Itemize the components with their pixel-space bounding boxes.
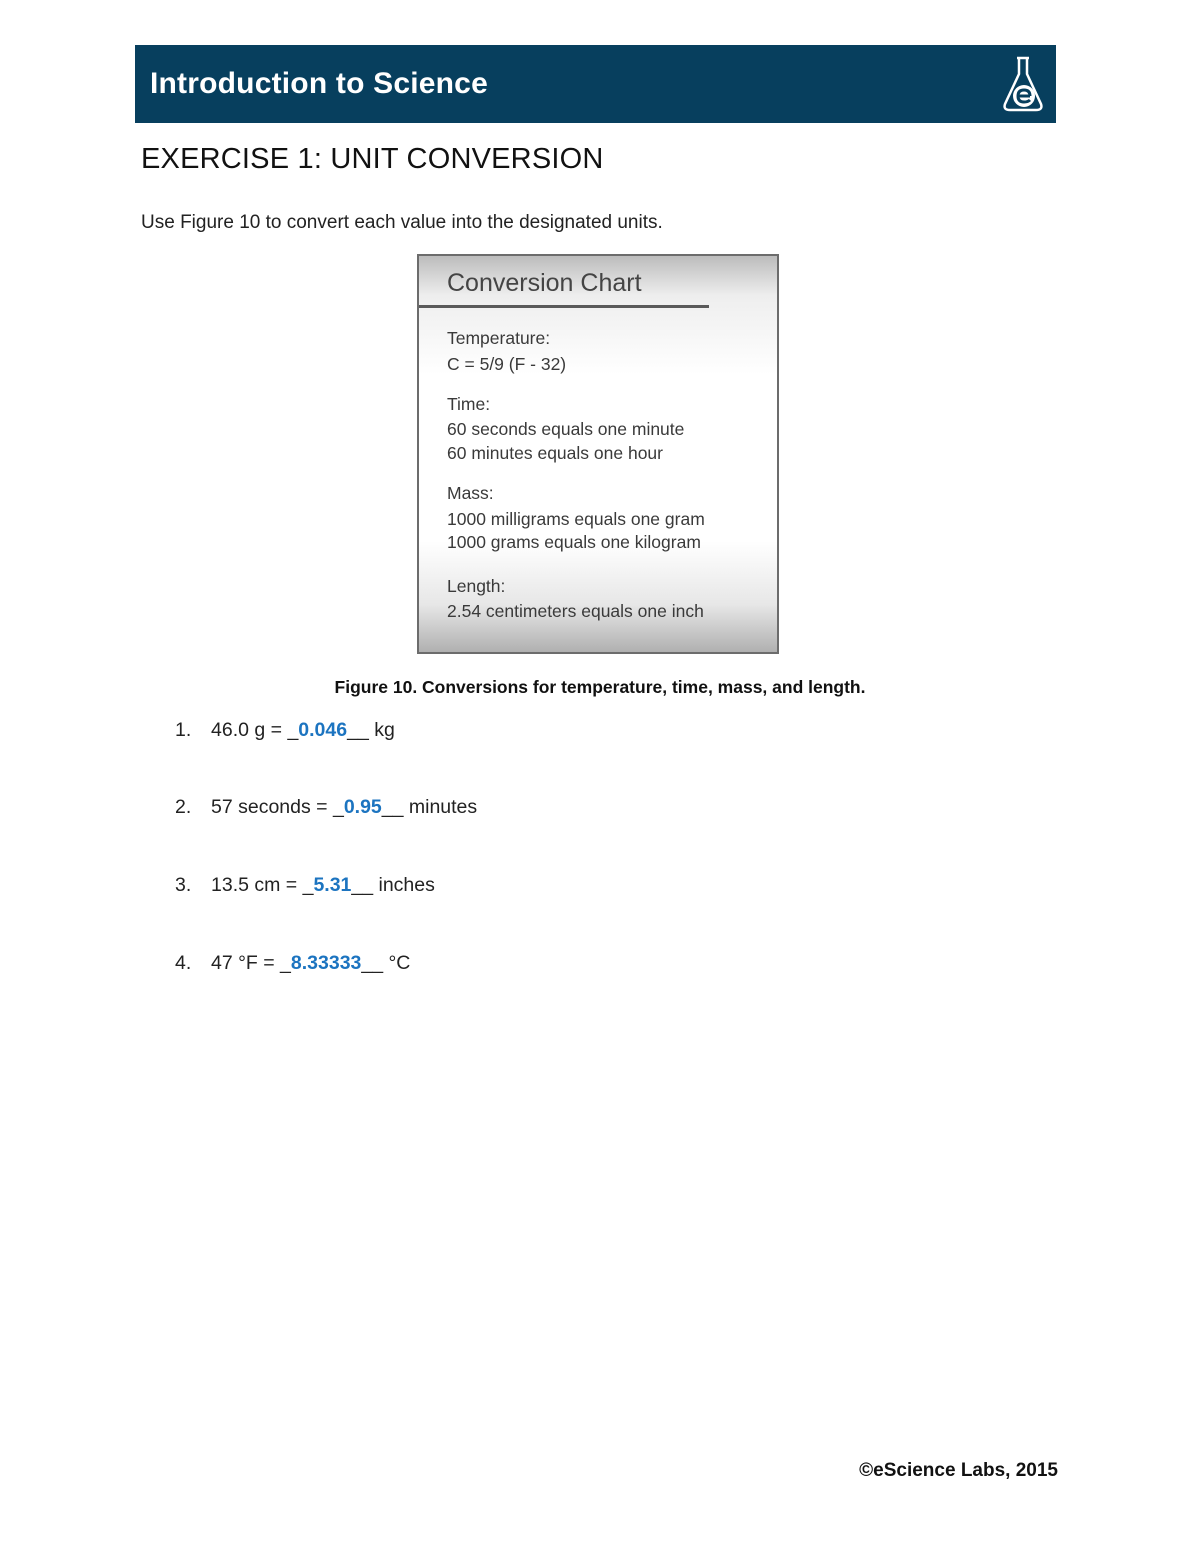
chart-line-temperature-formula: C = 5/9 (F - 32) xyxy=(447,354,567,374)
question-number: 2. xyxy=(175,796,192,818)
question-prefix: 47 °F = _ xyxy=(211,952,291,974)
header-bar xyxy=(135,45,1056,123)
chart-section-time: Time: xyxy=(447,394,491,414)
question-prefix: 57 seconds = _ xyxy=(211,796,344,818)
question-suffix: __ kg xyxy=(347,719,395,741)
chart-heading: Conversion Chart xyxy=(447,269,642,297)
conversion-chart-figure xyxy=(417,254,779,654)
chart-section-temperature: Temperature: xyxy=(447,328,551,348)
chart-line-minutes: 60 minutes equals one hour xyxy=(447,443,663,463)
question-answer: 5.31 xyxy=(313,874,352,896)
question-prefix: 46.0 g = _ xyxy=(211,719,299,741)
question-item xyxy=(175,874,435,897)
chart-line-seconds: 60 seconds equals one minute xyxy=(447,419,685,439)
header-title: Introduction to Science xyxy=(150,67,488,100)
chart-section-length: Length: xyxy=(447,576,506,596)
question-number: 4. xyxy=(175,952,192,974)
figure-caption: Figure 10. Conversions for temperature, time, mass, and length. xyxy=(334,677,866,697)
instructions-text: Use Figure 10 to convert each value into the designated units. xyxy=(141,212,663,233)
question-suffix: __ minutes xyxy=(381,796,478,818)
question-number: 3. xyxy=(175,874,192,896)
question-item xyxy=(175,952,410,975)
question-number: 1. xyxy=(175,719,192,741)
question-answer: 0.95 xyxy=(343,796,382,818)
question-prefix: 13.5 cm = _ xyxy=(211,874,314,896)
chart-line-milligrams: 1000 milligrams equals one gram xyxy=(447,509,705,529)
footer-copyright: ©eScience Labs, 2015 xyxy=(859,1460,1058,1481)
question-answer: 0.046 xyxy=(298,719,348,741)
exercise-title: EXERCISE 1: UNIT CONVERSION xyxy=(141,143,604,175)
question-item xyxy=(175,796,477,819)
chart-section-mass: Mass: xyxy=(447,483,494,503)
question-suffix: __ °C xyxy=(361,952,411,974)
chart-line-centimeters: 2.54 centimeters equals one inch xyxy=(447,601,704,621)
question-item xyxy=(175,719,395,742)
flask-e-logo-icon xyxy=(1000,54,1046,114)
question-answer: 8.33333 xyxy=(290,952,362,974)
chart-divider xyxy=(419,305,709,308)
question-suffix: __ inches xyxy=(351,874,435,896)
chart-line-grams: 1000 grams equals one kilogram xyxy=(447,532,701,552)
